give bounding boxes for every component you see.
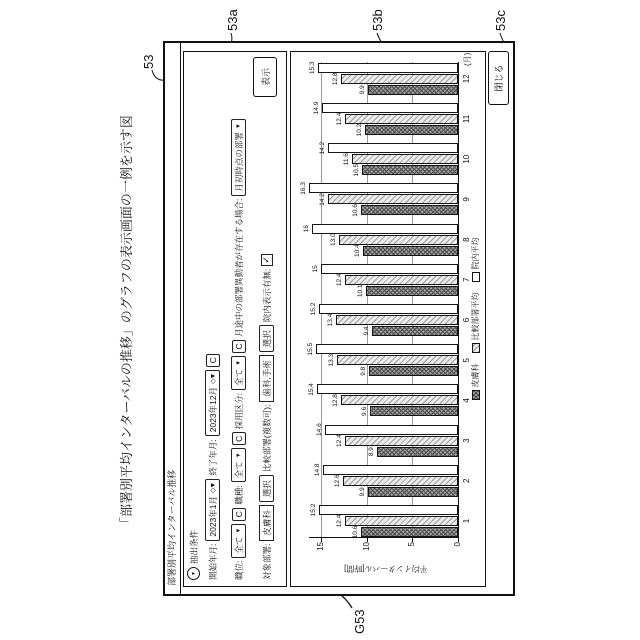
bar-value-label: 13.3 xyxy=(327,353,335,367)
x-tick-label: 10 xyxy=(462,154,471,164)
bar-value-label: 16 xyxy=(302,225,310,233)
target-dept-value: 皮膚科 xyxy=(259,505,274,541)
clear-position-button[interactable]: C xyxy=(232,508,246,521)
legend-item xyxy=(470,293,481,354)
bar-value-label: 15.2 xyxy=(310,302,318,316)
legend-swatch-icon xyxy=(472,344,480,354)
figure-caption: 「部署別平均インターバルの推移」のグラフの表示画面の一例を示す図 xyxy=(119,115,134,530)
jobtype-label: 職種: xyxy=(233,485,244,505)
compare-dept-value: 歯科,手術 xyxy=(259,355,274,401)
clear-recruit-button[interactable]: C xyxy=(232,340,246,353)
x-tick-label: 7 xyxy=(462,277,471,283)
bar xyxy=(345,436,458,446)
bar xyxy=(318,63,458,73)
bar xyxy=(341,395,458,405)
bar xyxy=(328,194,458,204)
legend-swatch-icon xyxy=(472,273,480,283)
bar xyxy=(336,315,458,325)
jobtype-select[interactable]: 全て ▼ xyxy=(231,448,246,482)
bar-value-label: 14.9 xyxy=(312,101,320,115)
bar xyxy=(363,246,458,256)
bar xyxy=(322,103,458,113)
ref-53b: 53b xyxy=(370,9,385,31)
dropdown-arrow-icon: ▼ xyxy=(235,527,242,534)
x-tick-label: 1 xyxy=(462,518,471,524)
bar-value-label: 9.6 xyxy=(361,406,369,416)
y-tick-label: 5 xyxy=(407,542,417,547)
bar xyxy=(345,275,458,285)
y-tick-label: 15 xyxy=(316,542,326,551)
bar-value-label: 10.5 xyxy=(353,163,361,177)
compare-dept-select-button[interactable]: 選択 xyxy=(259,325,274,352)
bar-value-label: 10.1 xyxy=(356,284,364,298)
ref-53a: 53a xyxy=(225,9,240,31)
bar-value-label: 9.9 xyxy=(358,85,366,95)
start-month-label: 開始年月: xyxy=(207,543,218,580)
bar xyxy=(369,366,458,376)
position-label: 職位: xyxy=(233,560,244,580)
bar xyxy=(321,264,458,274)
bar xyxy=(345,516,458,526)
bar-value-label: 8.9 xyxy=(367,447,375,457)
bar xyxy=(319,304,458,314)
bar-value-label: 15.5 xyxy=(307,342,315,356)
bar xyxy=(368,85,458,95)
y-tick-label: 10 xyxy=(361,542,371,551)
graph-panel xyxy=(290,51,486,587)
date-spinner-icon[interactable]: ◇▼ xyxy=(209,482,217,493)
bar xyxy=(319,505,458,515)
bar xyxy=(309,183,458,193)
bar xyxy=(337,355,458,365)
y-tick-label: 0 xyxy=(453,542,462,547)
position-select[interactable]: 全て ▼ xyxy=(231,524,246,558)
bar-value-label: 14.6 xyxy=(315,423,323,436)
ref-g53: G53 xyxy=(352,609,367,634)
bar xyxy=(361,527,458,537)
collapse-toggle-icon[interactable]: ▼ xyxy=(187,567,200,580)
target-dept-select-button[interactable]: 選択 xyxy=(259,475,274,502)
bar-value-label: 12.8 xyxy=(332,72,340,86)
bar xyxy=(343,476,458,486)
chart-legend xyxy=(470,52,481,586)
x-tick-label: 3 xyxy=(462,438,471,443)
bar xyxy=(352,154,458,164)
x-axis-unit-label: (月) xyxy=(463,52,472,66)
bar-value-label: 14.8 xyxy=(313,463,321,477)
bar-chart xyxy=(291,52,485,586)
x-tick-label: 8 xyxy=(462,237,471,242)
bar xyxy=(368,487,458,497)
x-tick-label: 5 xyxy=(462,357,471,363)
ref-53c: 53c xyxy=(493,10,508,31)
x-tick-label: 9 xyxy=(462,197,471,202)
bar-value-label: 13.0 xyxy=(330,233,338,246)
bar-value-label: 14.2 xyxy=(319,141,327,155)
bar-value-label: 9.8 xyxy=(359,366,367,376)
bar xyxy=(317,384,458,394)
bar-value-label: 10.4 xyxy=(354,244,362,257)
target-dept-label: 対象部署: xyxy=(261,543,272,580)
bar-value-label: 12.6 xyxy=(333,474,341,488)
legend-label: 皮膚科 xyxy=(471,363,480,388)
conditions-section-label: 抽出条件 xyxy=(188,529,199,564)
start-month-select[interactable]: 2023年1月 ◇▼ xyxy=(205,479,220,541)
end-month-label: 終了年月: xyxy=(207,439,218,476)
bar xyxy=(345,114,458,124)
bar-value-label: 12.4 xyxy=(335,112,343,126)
bar xyxy=(316,344,458,354)
x-tick-label: 12 xyxy=(462,74,471,84)
bar xyxy=(377,447,458,457)
bar-value-label: 12.4 xyxy=(335,273,343,287)
show-button[interactable]: 表示 xyxy=(253,57,277,97)
bar-value-label: 14.2 xyxy=(319,193,327,206)
date-spinner-icon[interactable]: ◇▼ xyxy=(209,373,217,384)
x-tick-label: 11 xyxy=(462,114,471,124)
bar-value-label: 15.4 xyxy=(308,383,316,396)
bar xyxy=(362,165,458,175)
bar xyxy=(366,286,458,296)
bar xyxy=(372,326,458,336)
inhospital-label: 院内表示有無: xyxy=(261,268,272,323)
legend-label: 比較部署平均 xyxy=(471,292,480,341)
bar xyxy=(323,465,458,475)
bar-value-label: 15.2 xyxy=(310,503,318,517)
midmove-label: 月途中の部署異動者が存在する場合: xyxy=(233,198,244,337)
recruit-select[interactable]: 全て ▼ xyxy=(231,356,246,390)
inhospital-checkbox[interactable]: ✓ xyxy=(261,254,273,266)
dropdown-arrow-icon: ▼ xyxy=(235,123,242,130)
clear-date-button[interactable]: C xyxy=(206,354,220,367)
bar-value-label: 12.8 xyxy=(332,394,340,407)
x-axis-line xyxy=(458,62,459,538)
window-title: 部署別平均インターバル推移 xyxy=(165,43,181,594)
legend-item xyxy=(470,364,481,401)
close-button[interactable]: 閉じる xyxy=(488,51,509,105)
bar xyxy=(365,125,458,135)
bar-value-label: 10.2 xyxy=(355,123,363,137)
end-month-select[interactable]: 2023年12月 ◇▼ xyxy=(205,370,220,437)
bar xyxy=(361,205,458,215)
y-axis-title: 平均インターバル[時間] xyxy=(344,564,428,573)
bar-value-label: 9.9 xyxy=(358,487,366,497)
bar xyxy=(370,406,458,416)
bar xyxy=(341,74,458,84)
bar-value-label: 13.4 xyxy=(326,313,334,327)
app-window xyxy=(163,41,515,596)
dropdown-arrow-icon: ▼ xyxy=(235,452,242,459)
bar xyxy=(325,425,458,435)
compare-dept-label: 比較部署(複数可): xyxy=(261,404,272,473)
legend-label: 院内平均 xyxy=(471,237,480,270)
recruit-label: 採用区分: xyxy=(233,392,244,430)
bar-value-label: 10.6 xyxy=(352,204,360,217)
bar-value-label: 12.4 xyxy=(335,434,343,447)
x-tick-label: 2 xyxy=(462,478,471,484)
bar-value-label: 15 xyxy=(312,265,320,273)
clear-jobtype-button[interactable]: C xyxy=(232,432,246,445)
bar-value-label: 12.4 xyxy=(335,514,343,528)
midmove-select[interactable]: 月初時点の部署 ▼ xyxy=(231,119,246,195)
bar-value-label: 16.3 xyxy=(300,182,308,195)
bar xyxy=(328,143,458,153)
x-tick-label: 6 xyxy=(462,317,471,323)
dropdown-arrow-icon: ▼ xyxy=(235,359,242,366)
conditions-panel xyxy=(183,51,287,587)
bar-value-label: 11.6 xyxy=(343,153,351,166)
x-tick-label: 4 xyxy=(462,398,471,403)
legend-swatch-icon xyxy=(472,391,480,401)
bar-value-label: 10.6 xyxy=(352,525,360,539)
bar-value-label: 9.4 xyxy=(363,326,371,336)
bar xyxy=(312,224,458,234)
legend-item xyxy=(470,238,481,283)
bar-value-label: 15.3 xyxy=(309,61,317,75)
bar xyxy=(339,235,458,245)
ref-53: 53 xyxy=(141,54,156,69)
y-axis-line xyxy=(309,537,459,538)
